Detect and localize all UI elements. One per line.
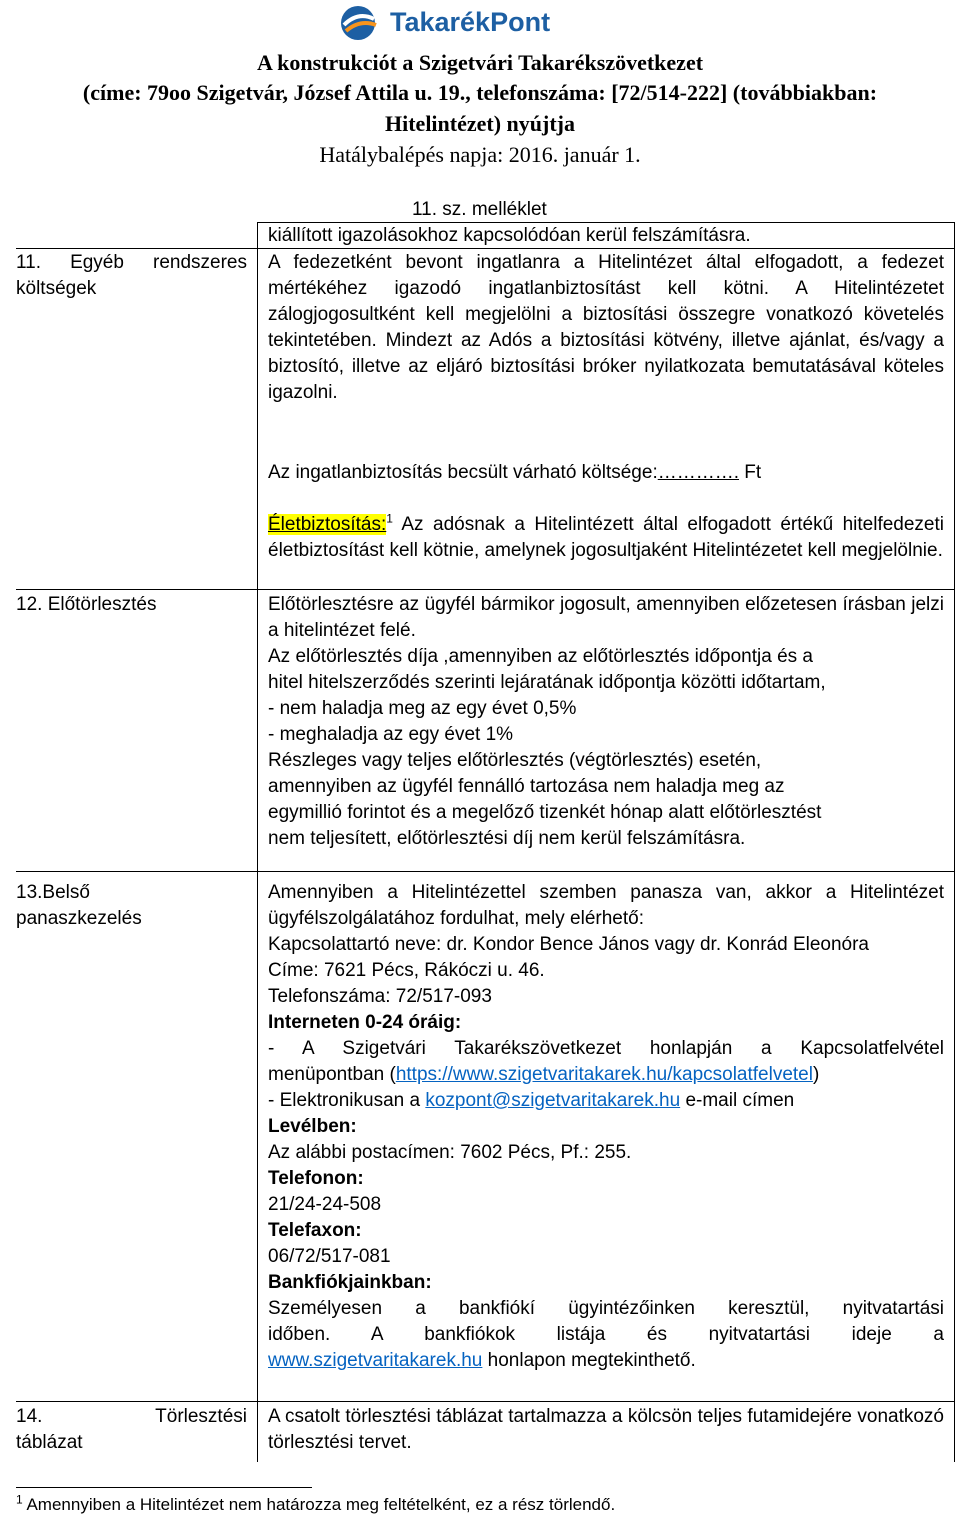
letter-text: Az alábbi postacímen: 7602 Pécs, Pf.: 255. [268,1142,632,1163]
complaints-address: Címe: 7621 Pécs, Rákóczi u. 46. [268,960,545,981]
prepayment-line-6: amennyiben az ügyfél fennálló tartozása nem haladja meg az [268,776,785,797]
section-14-title-row [16,1404,247,1430]
branch-text-a: Személyesen a bankfiókí ügyintézőinken keresztül, nyitvatartási [268,1298,944,1319]
section-13-title [16,880,247,932]
fax-label: Telefaxon: [268,1220,362,1241]
email-suffix: e-mail címen [680,1090,795,1111]
insurance-cost-unit: Ft [739,462,762,483]
prepayment-fee-block [268,644,944,852]
table-column-divider [257,222,258,1462]
section-11-title-a: 11. Egyéb rendszeres [16,252,247,273]
internet-text-b-line [268,1062,944,1088]
row-divider-12 [16,589,954,590]
prepayment-line-7: egymillió forintot és a megelőző tizenkét hónap alatt előtörlesztést [268,802,822,823]
prepayment-line-4: - meghaladja az egy évet 1% [268,724,514,745]
section-13-title-a: 13.Belső [16,882,90,903]
section-14-title-a: 14. [16,1406,43,1427]
website-link[interactable]: www.szigetvaritakarek.hu [268,1350,483,1371]
internet-label: Interneten 0-24 óráig: [268,1012,462,1033]
email-link[interactable]: kozpont@szigetvaritakarek.hu [425,1090,681,1111]
row-divider-14 [16,1401,954,1402]
prepayment-line-5: Részleges vagy teljes előtörlesztés (végtörlesztés) esetén, [268,750,762,771]
section-11-paragraph: A fedezetként bevont ingatlanra a Hitelintézet által elfogadott, a fedezet mértékéhez igazodó ingatlanbiztosítást kell kötni. A Hitelintézetet zálogjogosultként kell megjelölni a biztosítási összegre vonatkozó követelés tekintetében. Mindezt az Adós a biztosítási kötvény, illetve ajánlat, és/vagy a biztosító, illetve az eljáró biztosítási bróker nyilatkozata bemutatásával köteles igazolni. [268,252,944,403]
footnote-ref: 1 [386,511,393,526]
section-13-title-b: panaszkezelés [16,908,142,929]
letter-label: Levélben: [268,1116,357,1137]
footnote [16,1494,615,1516]
table-right-border [954,222,955,1462]
contact-page-link[interactable]: https://www.szigetvaritakarek.hu/kapcsolatfelvetel [395,1064,813,1085]
internet-text-c: ) [812,1064,820,1085]
complaints-contact: Kapcsolattartó neve: dr. Kondor Bence János vagy dr. Konrád Eleonóra [268,934,869,955]
internet-text-b: menüpontban ( [268,1064,396,1085]
insurance-cost-dots: …………. [657,462,740,483]
logo-mark-icon [336,3,386,45]
phone-label: Telefonon: [268,1168,364,1189]
section-12-paragraph: Előtörlesztésre az ügyfél bármikor jogosult, amennyiben előzetesen írásban jelzi a hitelintézet felé. [268,594,944,641]
life-insurance-text: Az adósnak a Hitelintézett által elfogadott értékű hitelfedezeti életbiztosítást kell kötnie, amelynek jogosultjaként Hitelintézetet kell megjelölnie. [268,514,944,561]
footnote-text: Amennyiben a Hitelintézet nem határozza meg feltételként, ez a rész törlendő. [22,1495,616,1514]
section-14-title-c: táblázat [16,1432,83,1453]
header-line-1: A konstrukciót a Szigetvári Takarékszövetkezet [256,50,704,75]
insurance-cost-label: Az ingatlanbiztosítás becsült várható költsége: [268,462,658,483]
section-11-title [16,250,247,302]
row-divider-13 [16,871,954,872]
branch-label: Bankfiókjainkban: [268,1272,432,1293]
effective-date: Hatálybalépés napja: 2016. január 1. [319,142,641,167]
section-14-paragraph: A csatolt törlesztési táblázat tartalmazza a kölcsön teljes futamidejére vonatkozó törlesztési tervet. [268,1406,944,1453]
annex-number: 11. sz. melléklet [412,199,547,220]
phone-text: 21/24-24-508 [268,1194,382,1215]
prepayment-line-1: Az előtörlesztés díja ,amennyiben az előtörlesztés időpontja és a [268,646,813,667]
footnote-mark: 1 [16,1492,23,1507]
insurance-cost-line [268,460,944,486]
prepayment-line-2: hitel hitelszerződés szerinti lejáratának időpontja közötti időtartam, [268,672,826,693]
branch-link-line [268,1348,944,1374]
section-12-title: 12. Előtörlesztés [16,594,157,615]
prepayment-line-8: nem teljesített, előtörlesztési díj nem kerül felszámításra. [268,828,746,849]
branch-text-c: honlapon megtekinthető. [482,1350,696,1371]
document-header [0,0,960,200]
header-line-3: Hitelintézet) nyújtja [385,111,575,136]
section-14-title [16,1404,247,1456]
fax-text: 06/72/517-081 [268,1246,391,1267]
complaints-block [268,880,944,1374]
logo-text: TakarékPont [390,7,551,37]
life-insurance-label: Életbiztosítás: [268,514,387,535]
branch-text-b: időben. A bankfiókok listája és nyitvatartási ideje a [268,1324,944,1345]
header-line-2: (címe: 79oo Szigetvár, József Attila u. 19., telefonszáma: [72/514-222] (továbbiakban: [82,80,878,105]
section-11-title-b: költségek [16,278,97,299]
email-line [268,1088,944,1114]
continued-text: kiállított igazolásokhoz kapcsolódóan kerül felszámításra. [268,225,751,246]
complaints-intro: Amennyiben a Hitelintézettel szemben panasza van, akkor a Hitelintézet ügyfélszolgálatához fordulhat, mely elérhető: [268,882,944,929]
life-insurance-paragraph [268,512,944,564]
footnote-separator [16,1487,312,1488]
internet-text-a: - A Szigetvári Takarékszövetkezet honlapján a Kapcsolatfelvétel [268,1038,944,1059]
takarekpont-logo [336,3,636,45]
complaints-phone: Telefonszáma: 72/517-093 [268,986,492,1007]
prepayment-line-3: - nem haladja meg az egy évet 0,5% [268,698,577,719]
email-prefix: - Elektronikusan a [268,1090,426,1111]
section-14-title-b: Törlesztési [155,1406,247,1427]
